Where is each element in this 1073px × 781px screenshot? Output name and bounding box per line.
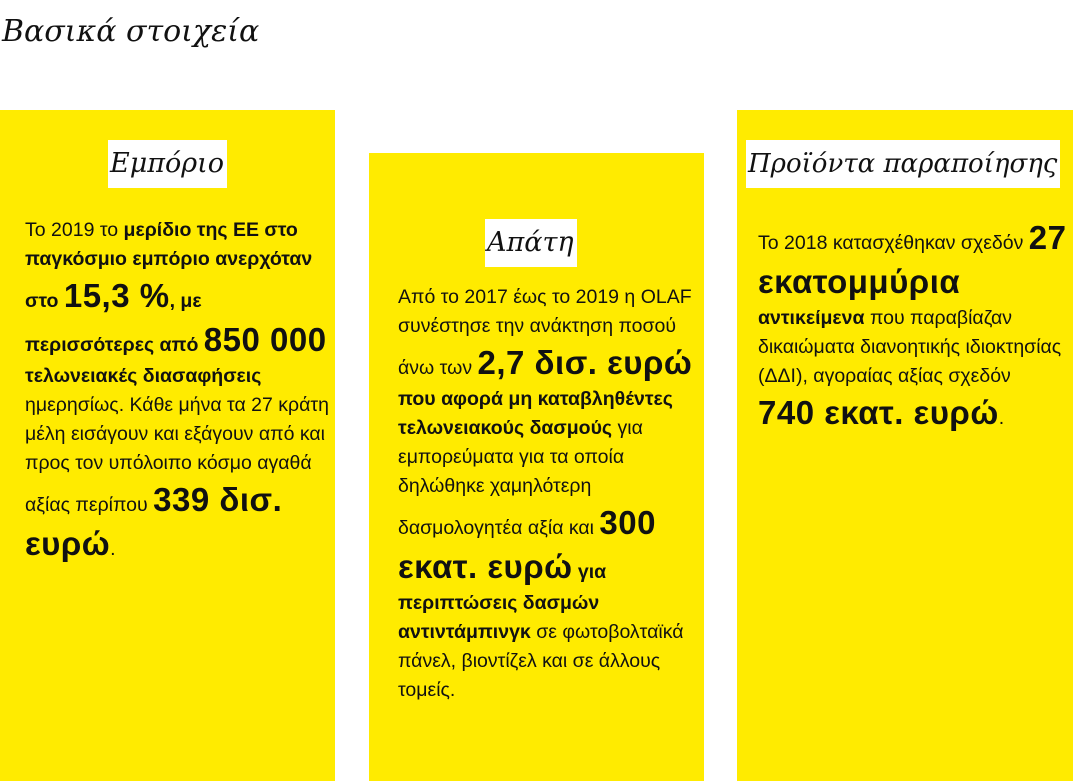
fraud-antidumping-value: 300 εκατ. ευρώ: [398, 504, 656, 585]
fraud-text-3: σε φωτοβολταϊκά πάνελ, βιοντίζελ και σε άλλους τομείς.: [398, 621, 684, 701]
counterfeit-items-label: αντικείμενα: [758, 307, 865, 329]
trade-share-value: 15,3 %: [63, 277, 170, 314]
fraud-antidumping-label: για περιπτώσεις δασμών αντιντάμπινγκ: [398, 561, 607, 643]
fraud-card: [369, 153, 704, 781]
fraud-text-1: Από το 2017 έως το 2019 η OLAF συνέστησε την ανάκτηση ποσού άνω των: [398, 286, 692, 379]
counterfeit-card: [737, 110, 1073, 781]
fraud-text: [398, 283, 698, 705]
trade-eu-share: μερίδιο της ΕΕ στο παγκόσμιο εμπόριο ανερχόταν στο: [25, 219, 313, 312]
counterfeit-text: [758, 216, 1070, 435]
trade-text-1: Το 2019 το: [25, 219, 124, 241]
trade-text-3: .: [110, 538, 116, 560]
counterfeit-heading: Προϊόντα παραποίησης: [746, 140, 1060, 188]
counterfeit-market-value: 740 εκατ. ευρώ: [758, 394, 999, 431]
counterfeit-text-1: Το 2018 κατασχέθηκαν σχεδόν: [758, 232, 1029, 254]
trade-card: [0, 110, 335, 781]
trade-text-2: ημερησίως. Κάθε μήνα τα 27 κράτη μέλη εισάγουν και εξάγουν από και προς τον υπόλοιπο κόσμο αγαθά αξίας περίπου: [25, 394, 329, 516]
trade-declarations-label: τελωνειακές διασαφήσεις: [25, 365, 262, 387]
fraud-heading: Απάτη: [485, 219, 577, 267]
counterfeit-items-value: 27 εκατομμύρια: [758, 219, 1067, 300]
fraud-recovery-value: 2,7 δισ. ευρώ: [477, 344, 693, 381]
counterfeit-text-3: .: [998, 407, 1005, 429]
trade-text: [25, 216, 330, 566]
trade-more-than: , με περισσότερες από: [25, 290, 204, 356]
page-title: Βασικά στοιχεία: [2, 14, 260, 49]
counterfeit-text-2: που παραβίαζαν δικαιώματα διανοητικής ιδιοκτησίας (ΔΔΙ), αγοραίας αξίας σχεδόν: [758, 307, 1062, 387]
trade-heading: Εμπόριο: [108, 140, 227, 188]
trade-declarations-value: 850 000: [203, 321, 327, 358]
fraud-text-2: για εμπορεύματα για τα οποία δηλώθηκε χαμηλότερη δασμολογητέα αξία και: [398, 417, 643, 539]
trade-goods-value: 339 δισ. ευρώ: [25, 481, 283, 562]
fraud-unpaid-duties: που αφορά μη καταβληθέντες τελωνειακούς δασμούς: [398, 388, 673, 439]
